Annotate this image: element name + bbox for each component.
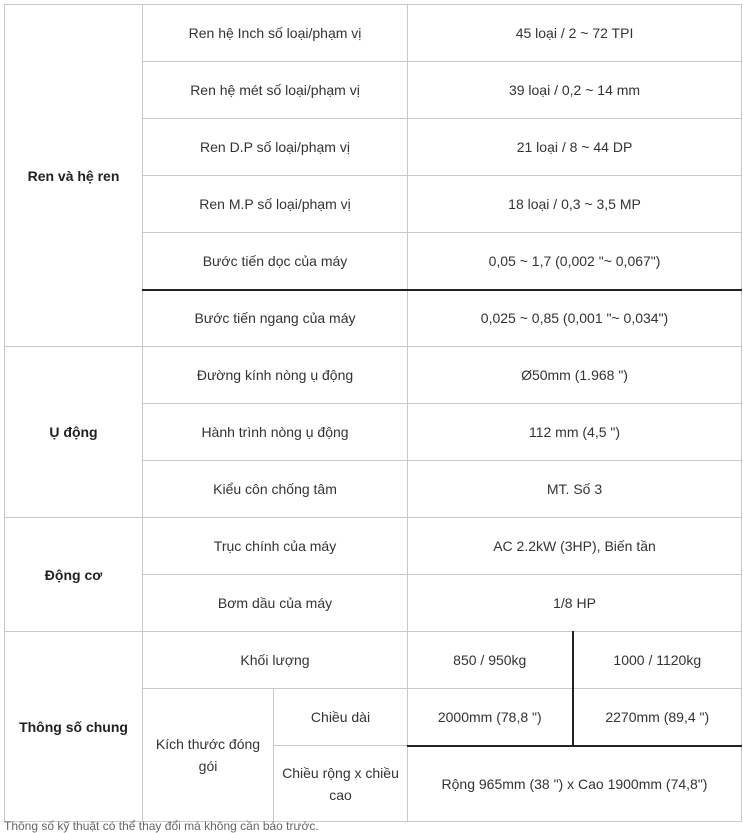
spec-value: 39 loại / 0,2 ~ 14 mm	[408, 62, 742, 119]
spec-value: 112 mm (4,5 ")	[408, 404, 742, 461]
spec-label: Ren hệ Inch số loại/phạm vị	[143, 5, 408, 62]
spec-label: Trục chính của máy	[143, 518, 408, 575]
spec-value: 0,025 ~ 0,85 (0,001 "~ 0,034")	[408, 290, 742, 347]
spec-value: MT. Số 3	[408, 461, 742, 518]
spec-value: Rộng 965mm (38 ") x Cao 1900mm (74,8")	[408, 746, 742, 822]
spec-label: Bơm dầu của máy	[143, 575, 408, 632]
spec-value: 0,05 ~ 1,7 (0,002 "~ 0,067")	[408, 233, 742, 290]
spec-value: 21 loại / 8 ~ 44 DP	[408, 119, 742, 176]
spec-label: Bước tiến dọc của máy	[143, 233, 408, 290]
spec-label: Ren hệ mét số loại/phạm vị	[143, 62, 408, 119]
spec-sublabel: Chiều rộng x chiều cao	[274, 746, 408, 822]
spec-value: AC 2.2kW (3HP), Biến tần	[408, 518, 742, 575]
spec-label: Bước tiến ngang của máy	[143, 290, 408, 347]
spec-sublabel: Chiều dài	[274, 689, 408, 746]
spec-label: Đường kính nòng ụ động	[143, 347, 408, 404]
group-motor: Động cơ	[5, 518, 143, 632]
table-row	[5, 518, 742, 575]
footnote: Thông số kỹ thuật có thể thay đổi mà không cần báo trước.	[4, 819, 319, 833]
spec-label-packing: Kích thước đóng gói	[143, 689, 274, 822]
spec-value: Ø50mm (1.968 ")	[408, 347, 742, 404]
table-row	[5, 632, 742, 689]
table-row	[5, 5, 742, 62]
spec-value: 2270mm (89,4 ")	[573, 689, 742, 746]
table-row	[5, 347, 742, 404]
spec-label: Kiểu côn chống tâm	[143, 461, 408, 518]
spec-value: 2000mm (78,8 ")	[408, 689, 573, 746]
group-thread: Ren và hệ ren	[5, 5, 143, 347]
spec-label: Ren M.P số loại/phạm vị	[143, 176, 408, 233]
spec-value: 18 loại / 0,3 ~ 3,5 MP	[408, 176, 742, 233]
spec-label: Ren D.P số loại/phạm vị	[143, 119, 408, 176]
group-tailstock: Ụ động	[5, 347, 143, 518]
spec-label: Hành trình nòng ụ động	[143, 404, 408, 461]
spec-value: 1000 / 1120kg	[573, 632, 742, 689]
spec-table	[4, 4, 742, 822]
group-general: Thông số chung	[5, 632, 143, 822]
spec-value: 850 / 950kg	[408, 632, 573, 689]
spec-value: 1/8 HP	[408, 575, 742, 632]
spec-value: 45 loại / 2 ~ 72 TPI	[408, 5, 742, 62]
spec-label: Khối lượng	[143, 632, 408, 689]
